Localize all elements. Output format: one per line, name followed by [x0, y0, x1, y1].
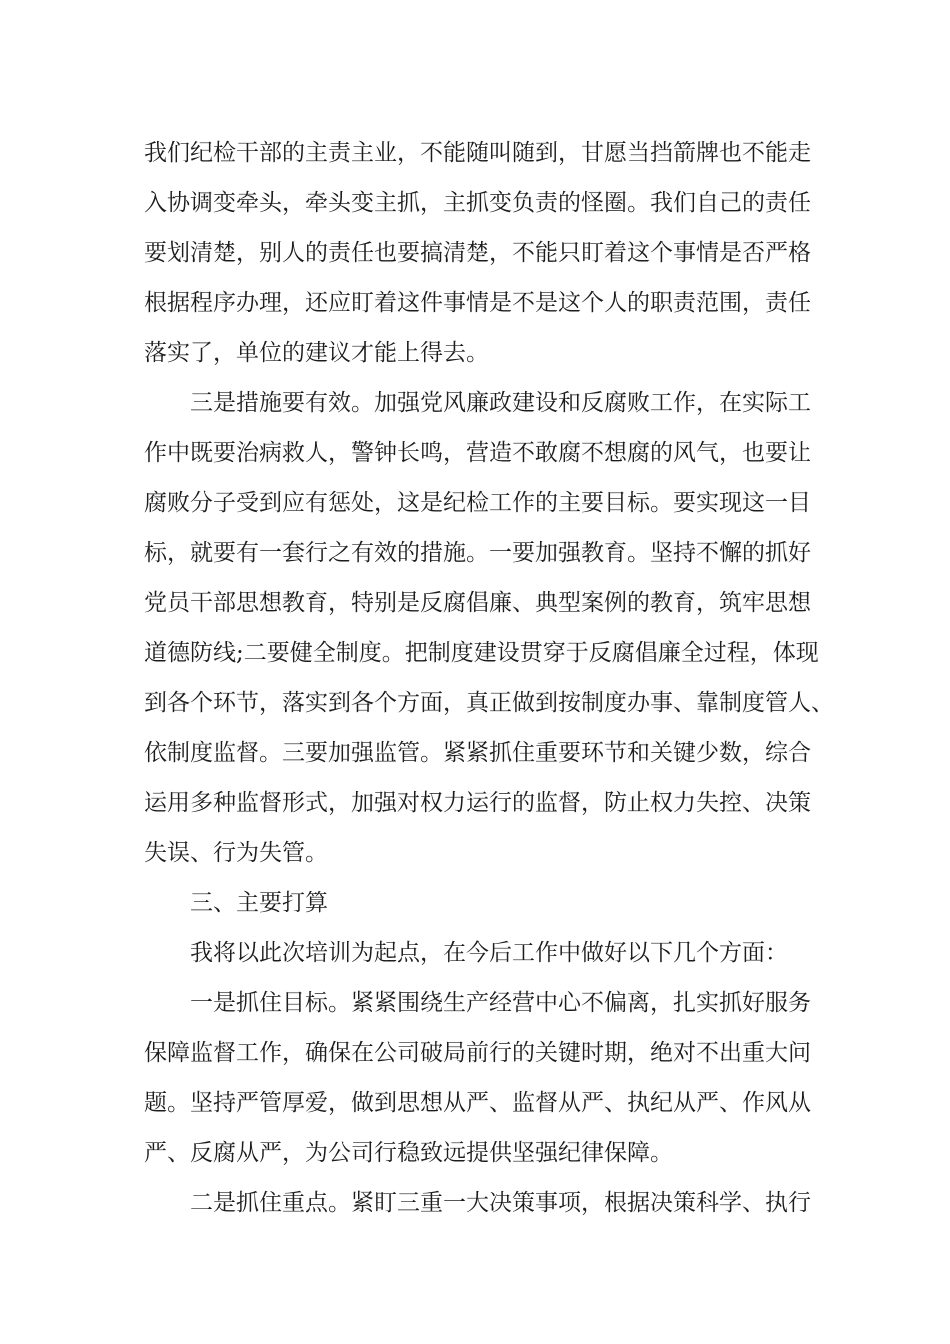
paragraph-line: 道德防线;二要健全制度。把制度建设贯穿于反腐倡廉全过程，体现 — [144, 640, 819, 666]
paragraph-line: 党员干部思想教育，特别是反腐倡廉、典型案例的教育，筑牢思想 — [144, 590, 811, 616]
paragraph-line: 一是抓住目标。紧紧围绕生产经营中心不偏离，扎实抓好服务 — [190, 990, 811, 1016]
paragraph-line: 入协调变牵头，牵头变主抓，主抓变负责的怪圈。我们自己的责任 — [144, 190, 811, 216]
section-heading: 三、主要打算 — [190, 890, 328, 916]
paragraph-line: 三是措施要有效。加强党风廉政建设和反腐败工作，在实际工 — [190, 390, 811, 416]
paragraph-line: 标，就要有一套行之有效的措施。一要加强教育。坚持不懈的抓好 — [144, 540, 811, 566]
paragraph-line: 失误、行为失管。 — [144, 840, 328, 866]
paragraph-line: 我将以此次培训为起点，在今后工作中做好以下几个方面： — [190, 940, 788, 966]
paragraph-line: 作中既要治病救人，警钟长鸣，营造不敢腐不想腐的风气，也要让 — [144, 440, 811, 466]
paragraph-line: 题。坚持严管厚爱，做到思想从严、监督从严、执纪从严、作风从 — [144, 1090, 811, 1116]
paragraph-line: 二是抓住重点。紧盯三重一大决策事项，根据决策科学、执行 — [190, 1190, 811, 1216]
paragraph-line: 保障监督工作，确保在公司破局前行的关键时期，绝对不出重大问 — [144, 1040, 811, 1066]
paragraph-line: 严、反腐从严，为公司行稳致远提供坚强纪律保障。 — [144, 1140, 673, 1166]
paragraph-line: 腐败分子受到应有惩处，这是纪检工作的主要目标。要实现这一目 — [144, 490, 811, 516]
paragraph-line: 我们纪检干部的主责主业，不能随叫随到，甘愿当挡箭牌也不能走 — [144, 140, 811, 166]
paragraph-line: 要划清楚，别人的责任也要搞清楚，不能只盯着这个事情是否严格 — [144, 240, 811, 266]
paragraph-line: 落实了，单位的建议才能上得去。 — [144, 340, 489, 366]
paragraph-line: 运用多种监督形式，加强对权力运行的监督，防止权力失控、决策 — [144, 790, 811, 816]
paragraph-line: 根据程序办理，还应盯着这件事情是不是这个人的职责范围，责任 — [144, 290, 811, 316]
paragraph-line: 到各个环节，落实到各个方面，真正做到按制度办事、靠制度管人、 — [144, 690, 834, 716]
paragraph-line: 依制度监督。三要加强监管。紧紧抓住重要环节和关键少数，综合 — [144, 740, 811, 766]
